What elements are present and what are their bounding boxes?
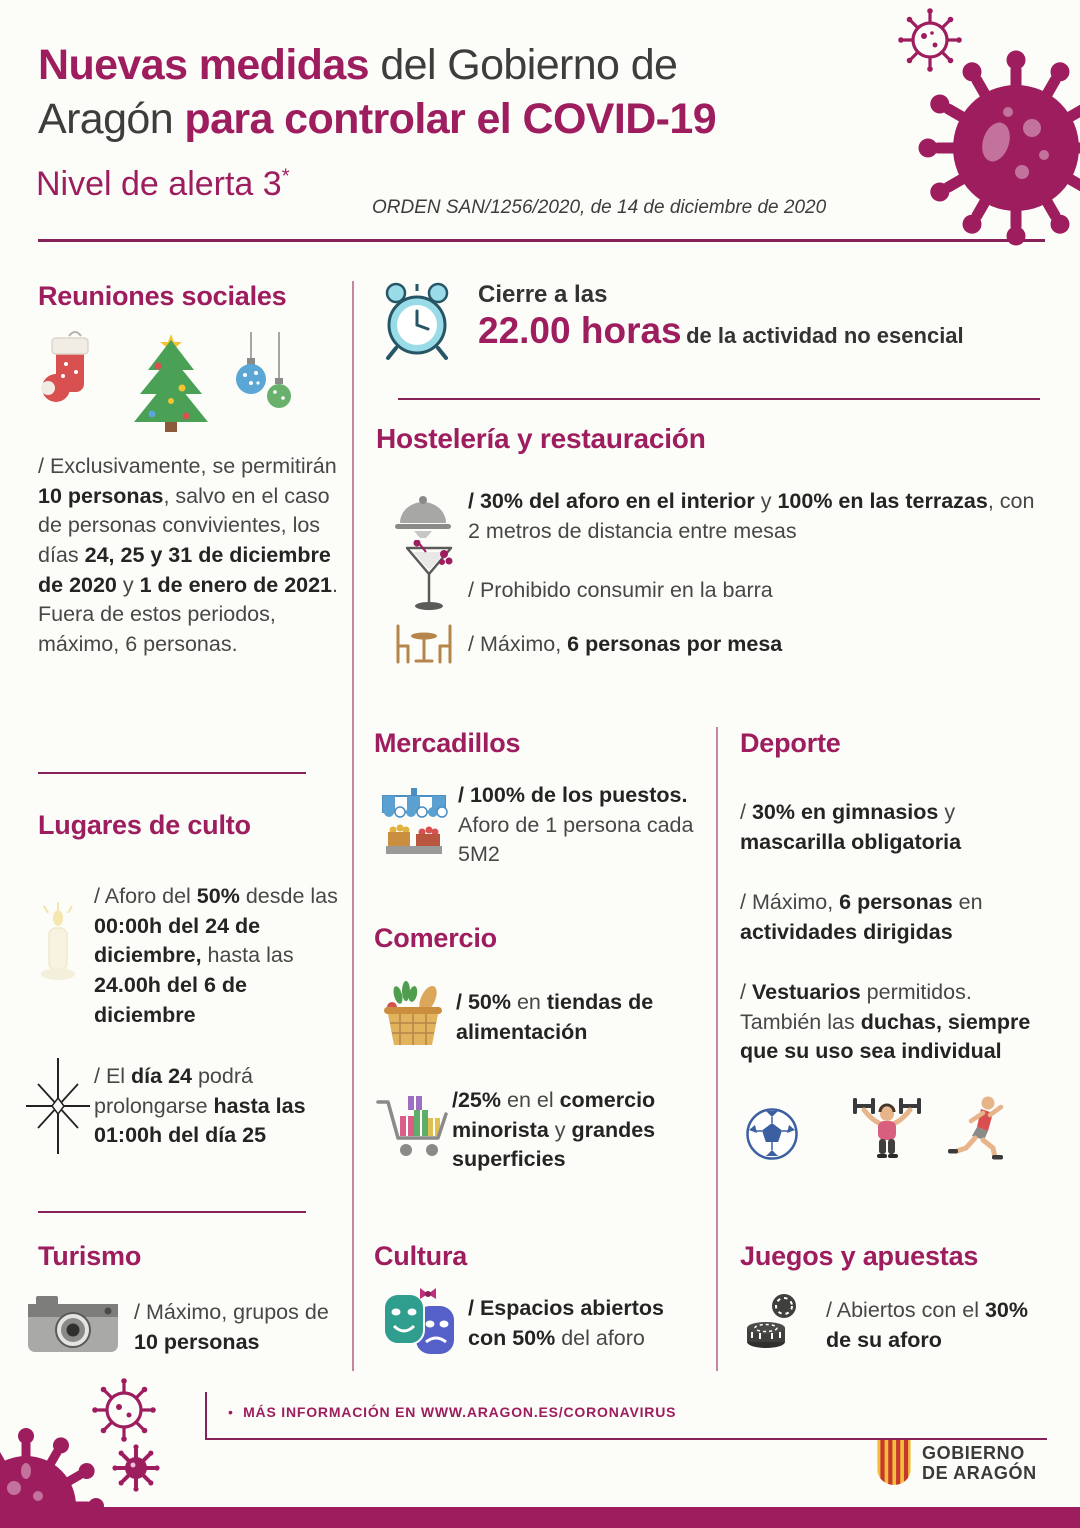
section-heading-mercadillos: Mercadillos <box>374 728 521 758</box>
virus-decoration-top-right <box>868 0 1080 278</box>
page-title: Nuevas medidas del Gobierno de Aragón para controlar el COVID-19 <box>38 41 717 144</box>
left-divider-2 <box>38 1211 306 1213</box>
comercio-item-1: / 50% en tiendas de alimentación <box>456 990 654 1044</box>
section-heading-culto: Lugares de culto <box>38 810 251 840</box>
mercadillos-item: / 100% de los puestos. Aforo de 1 persona cada 5M2 <box>458 783 694 867</box>
poker-chips-icon <box>744 1290 802 1350</box>
hosteleria-item-3: / Máximo, 6 personas por mesa <box>468 632 783 656</box>
candle-icon <box>22 900 94 985</box>
cultura-item: / Espacios abiertos con 50% del aforo <box>468 1296 664 1350</box>
sparkle-star-icon <box>18 1056 98 1156</box>
section-heading-deporte: Deporte <box>740 728 841 758</box>
table-and-chairs-icon <box>392 620 456 668</box>
closing-time-note: Cierre a las 22.00 horas de la actividad no esencial <box>478 281 964 351</box>
christmas-ornaments-icon <box>236 332 291 408</box>
aragon-shield-icon <box>876 1440 912 1486</box>
order-reference: ORDEN SAN/1256/2020, de 14 de diciembre de 2020 <box>372 197 827 218</box>
aragon-logo-text: GOBIERNO DE ARAGÓN <box>922 1442 1037 1483</box>
food-basket-icon <box>380 981 446 1049</box>
virus-outline-icon <box>92 1378 156 1442</box>
christmas-stocking-icon <box>41 332 88 402</box>
culto-item-1: / Aforo del 50% desde las 00:00h del 24 de diciembre, hasta las 24.00h del 6 de diciembre <box>94 884 338 1027</box>
section-heading-turismo: Turismo <box>38 1241 142 1271</box>
christmas-icons <box>36 326 302 446</box>
vertical-divider-left <box>352 281 354 1371</box>
sports-icons <box>742 1090 1032 1168</box>
turismo-item: / Máximo, grupos de 10 personas <box>134 1300 329 1354</box>
bottom-accent-bar <box>0 1507 1080 1528</box>
alarm-clock-icon <box>376 278 458 362</box>
section-heading-hosteleria: Hostelería y restauración <box>376 423 706 454</box>
serving-dish-icon <box>394 490 452 540</box>
deporte-item-1: / 30% en gimnasios y mascarilla obligatoria <box>740 800 962 854</box>
section-heading-reuniones: Reuniones sociales <box>38 281 287 311</box>
weightlifting-icon <box>853 1098 921 1158</box>
culto-item-2: / El día 24 podrá prolongarse hasta las 01:00h del día 25 <box>94 1064 306 1148</box>
theater-masks-icon <box>380 1286 458 1362</box>
running-icon <box>948 1097 1003 1160</box>
virus-decoration-bottom-left <box>0 1376 188 1510</box>
juegos-item: / Abiertos con el 30% de su aforo <box>826 1298 1028 1352</box>
deporte-item-2: / Máximo, 6 personas en actividades dirigidas <box>740 890 983 944</box>
soccer-ball-icon <box>748 1110 797 1159</box>
aragon-government-logo <box>876 1440 1037 1486</box>
virus-icon <box>919 51 1080 246</box>
section-heading-cultura: Cultura <box>374 1241 468 1271</box>
camera-icon <box>26 1292 120 1358</box>
virus-outline-icon <box>898 8 962 72</box>
deporte-item-3: / Vestuarios permitidos. También las duchas, siempre que su uso sea individual <box>740 980 1031 1064</box>
alert-level: Nivel de alerta 3* <box>36 165 290 203</box>
reuniones-text: / Exclusivamente, se permitirán 10 personas, salvo en el caso de personas convivientes, los días 24, 25 y 31 de diciembre de 2020 y 1 de enero de 2021. Fuera de estos periodos, máximo, 6 personas. <box>38 454 339 656</box>
hosteleria-divider <box>398 398 1040 400</box>
section-heading-juegos: Juegos y apuestas <box>740 1241 979 1271</box>
comercio-item-2: /25% en el comercio minorista y grandes superficies <box>452 1088 656 1172</box>
closing-time-value: 22.00 horas <box>478 310 682 351</box>
market-stall-icon <box>380 788 448 860</box>
shopping-cart-icon <box>374 1080 452 1168</box>
vertical-divider-right <box>716 727 718 1371</box>
coronavirus-info-link[interactable]: WWW.ARAGON.ES/CORONAVIRUS <box>420 1404 677 1420</box>
hosteleria-item-1: / 30% del aforo en el interior y 100% en las terrazas, con 2 metros de distancia entre mesas <box>468 489 1035 543</box>
hosteleria-item-2: / Prohibido consumir en la barra <box>468 578 773 602</box>
cocktail-icon <box>404 540 454 618</box>
christmas-tree-icon <box>134 334 208 432</box>
virus-icon <box>0 1428 104 1510</box>
section-heading-comercio: Comercio <box>374 923 497 953</box>
more-info-line: • MÁS INFORMACIÓN EN WWW.ARAGON.ES/CORONAVIRUS <box>228 1404 677 1420</box>
virus-small-icon <box>112 1444 159 1491</box>
left-divider-1 <box>38 772 306 774</box>
